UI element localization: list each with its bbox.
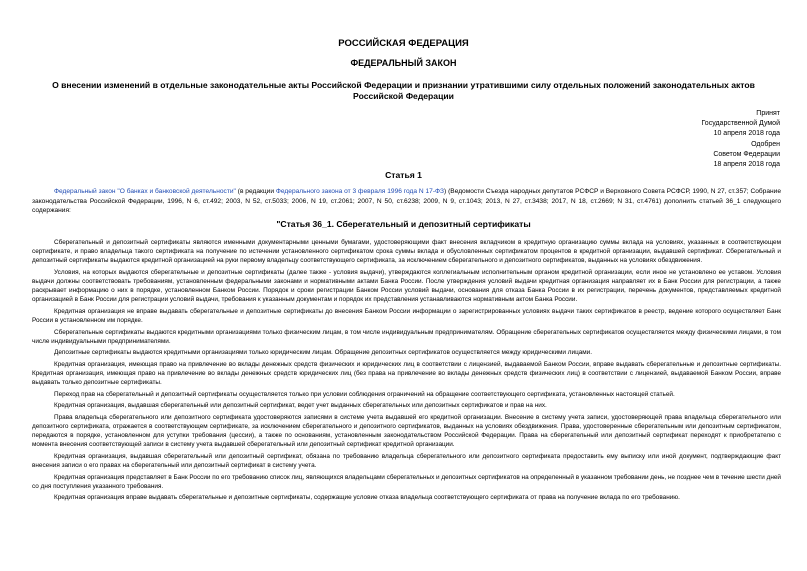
paragraph: Кредитная организация представляет в Банк России по его требованию список лиц, являющихся владельцами сберегательных и депозитных сертификатов на определенный в указанном требовании день, не позднее чем в течение шести дней со дня поступления указанного требования.: [32, 473, 781, 490]
article-body: [32, 238, 781, 505]
paragraph: Депозитные сертификаты выдаются кредитными организациями только юридическим лицам. Обращение депозитных сертификатов осуществляется между юридическими лицами.: [54, 349, 593, 357]
paragraph: Переход прав на сберегательный и депозитный сертификаты осуществляется только при условии соблюдения ограничений на обращение соответствующего сертификата, установленных настоящей статьей.: [54, 390, 675, 398]
law-link-17fz[interactable]: Федерального закона от 3 февраля 1996 года N 17-ФЗ: [275, 188, 445, 195]
adoption-line: Принят: [756, 110, 780, 117]
paragraph: Права владельца сберегательного или депозитного сертификата удостоверяются записями в системе учета выдавшей его кредитной организации. Внесение в систему учета записи, удостоверяющей права владельца сберегательного или депозитного сертификата, отражается в соответствующем сертификате, за исключением сберегательного и депозитного сертификатов, выданных на условиях обездвижения. Права, удостоверенные сберегательным или депозитным сертификатом, передаются в порядке, установленном для уступки требования (цессии), а также по основаниям, установленным законодательством Российской Федерации. Права на сберегательный или депозитный сертификат переходят к приобретателю с момента внесения соответствующей записи в систему учета выдавшей сберегательный или депозитный сертификат кредитной организации.: [32, 413, 781, 449]
paragraph: Кредитная организация, выдавшая сберегательный или депозитный сертификат, ведет учет выданных сберегательных или депозитных сертификатов и прав на них.: [54, 402, 547, 410]
intro-text: (в редакции: [235, 188, 276, 195]
approval-date: 18 апреля 2018 года: [713, 161, 780, 169]
adoption-line: Государственной Думой: [701, 120, 780, 128]
paragraph: Кредитная организация, имеющая право на привлечение во вклады денежных средств физических и юридических лиц в соответствии с лицензией, выдаваемой Банком России, вправе выдавать сберегательные и депозитные сертификаты. Кредитная организация, имеющая право на привлечение во вклады денежных средств юридических лиц (без права на привлечение во вклады денежных средств физических лиц) в соответствии с лицензией, выдаваемой Банком России, вправе выдавать только депозитные сертификаты.: [32, 360, 781, 387]
new-article-heading: "Статья 36_1. Сберегательный и депозитный сертификаты: [276, 219, 531, 229]
approval-line: Советом Федерации: [713, 150, 780, 158]
country-heading: РОССИЙСКАЯ ФЕДЕРАЦИЯ: [338, 38, 469, 49]
doc-type-heading: ФЕДЕРАЛЬНЫЙ ЗАКОН: [350, 58, 457, 68]
adoption-block: [600, 109, 780, 170]
law-title: О внесении изменений в отдельные законодательные акты Российской Федерации и признании утратившими силу отдельных положений законодательных актов Российской Федерации: [52, 80, 755, 101]
approval-line: Одобрен: [751, 140, 780, 148]
paragraph: Кредитная организация вправе выдавать сберегательные и депозитные сертификаты, содержащие условие отказа владельца соответствующего сертификата от права на получение вклада по его требованию.: [54, 494, 680, 502]
paragraph: Сберегательные сертификаты выдаются кредитными организациями только физическим лицам, в том числе индивидуальным предпринимателям. Обращение сберегательных сертификатов осуществляется между физическими лицами, в том числе индивидуальными предпринимателями.: [32, 328, 781, 345]
adoption-date: 10 апреля 2018 года: [713, 130, 780, 138]
paragraph: Сберегательный и депозитный сертификаты являются именными документарными ценными бумагами, удостоверяющими факт внесения вкладчиком в кредитную организацию суммы вклада на условиях, указанных в соответствующем сертификате, и право владельца такого сертификата на получение по истечении установленного сертификатом срока суммы вклада и обусловленных сертификатом процентов в кредитной организации, выдавшей сертификат. Сберегательный и депозитный сертификаты выдаются кредитной организацией на руки первому владельцу соответствующего сертификата, за исключением сберегательного и депозитного сертификатов, выданных на условиях обездвижения.: [32, 239, 781, 265]
intro-text: ) (Ведомости Съезда народных депутатов РСФСР и Верховного Совета РСФСР, 1990, N 27, ст.357; Собрание законодательства Российской Федерации, 1996, N 6, ст.492; 2003, N 52, ст.5033; 2006, N 19, ст.2061; 2007, N 50, ст.6238; 2009, N 9, ст.1043; 2013, N 27, ст.3438; 2017, N 18, ст.2669; N 31, ст.4761) дополнить статьей 36_1 следующего содержания:: [32, 188, 781, 215]
paragraph: Кредитная организация не вправе выдавать сберегательные и депозитные сертификаты до внесения Банком России информации о зарегистрированных условиях выдачи таких сертификатов в реестр, ведение которого осуществляет Банк России в установленном им порядке.: [32, 307, 781, 325]
article-heading: Статья 1: [385, 170, 422, 180]
paragraph: Кредитная организация, выдавшая сберегательный или депозитный сертификат, обязана по требованию владельца сберегательного или депозитного сертификата предоставить ему выписку или иной документ, подтверждающие факт внесения записи о его правах на сберегательный или депозитный сертификат в систему учета.: [32, 452, 781, 469]
law-link-banks[interactable]: Федеральный закон "О банках и банковской деятельности": [54, 188, 236, 195]
article-intro: [32, 187, 781, 216]
paragraph: Условия, на которых выдаются сберегательные и депозитные сертификаты (далее также - условия выдачи), утверждаются коллегиальным исполнительным органом кредитной организации, если иное не установлено ее уставом. Условия выдачи должны соответствовать требованиям, установленным федеральными законами и нормативными актами Банка России. После утверждения условий выдачи кредитная организация направляет их в Банк России для регистрации, а также раскрывает информацию о них в порядке, установленном Банком России. Порядок и сроки регистрации Банком России условий выдачи, основания для отказа Банка России в их регистрации, перечень документов, представляемых кредитной организацией в Банк России для регистрации условий выдачи, требования к указанным документам и порядок их представления устанавливаются нормативным актом Банка России.: [32, 268, 781, 304]
